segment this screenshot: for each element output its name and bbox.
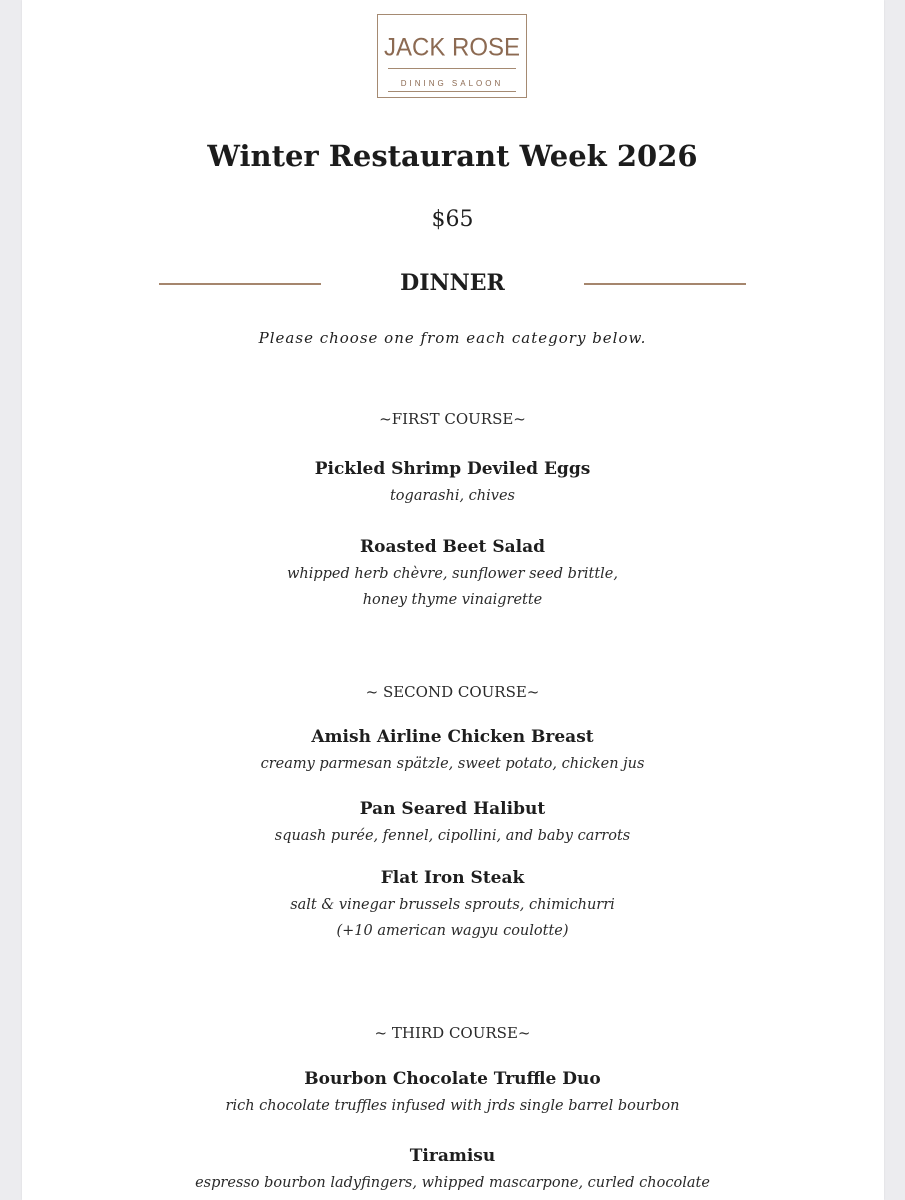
dish-description: squash purée, fennel, cipollini, and baby carrots — [274, 828, 631, 844]
dish-description: creamy parmesan spätzle, sweet potato, chicken jus — [260, 756, 645, 772]
instructions-text: Please choose one from each category below. — [258, 329, 647, 347]
dish-name: Pan Seared Halibut — [359, 799, 546, 819]
dish-description: honey thyme vinaigrette — [362, 592, 543, 608]
dish-name: Bourbon Chocolate Truffle Duo — [304, 1069, 601, 1089]
logo-name: JACK ROSE — [383, 33, 521, 62]
logo-rule-bottom — [388, 91, 516, 92]
restaurant-logo — [377, 14, 527, 98]
menu-price: $65 — [431, 207, 474, 232]
dish-description: whipped herb chèvre, sunflower seed brittle, — [286, 566, 618, 582]
course-heading-third: ~ THIRD COURSE~ — [374, 1024, 531, 1042]
course-heading-second: ~ SECOND COURSE~ — [365, 683, 540, 701]
dish-description: (+10 american wagyu coulotte) — [336, 923, 569, 939]
course-heading-first: ~FIRST COURSE~ — [379, 410, 526, 428]
menu-title: Winter Restaurant Week 2026 — [207, 139, 698, 173]
dish-name: Tiramisu — [409, 1146, 496, 1166]
logo-subtitle: DINING SALOON — [400, 79, 504, 88]
meal-heading: DINNER — [400, 270, 505, 296]
dish-name: Roasted Beet Salad — [360, 537, 545, 557]
dish-name: Pickled Shrimp Deviled Eggs — [314, 459, 591, 479]
dish-name: Flat Iron Steak — [380, 868, 525, 888]
logo-rule-top — [388, 68, 516, 69]
divider-right — [584, 283, 746, 285]
dish-description: salt & vinegar brussels sprouts, chimichurri — [290, 897, 615, 913]
dish-description: rich chocolate truffles infused with jrds single barrel bourbon — [225, 1098, 680, 1114]
dish-description: togarashi, chives — [389, 488, 515, 504]
dish-name: Amish Airline Chicken Breast — [311, 727, 594, 747]
dish-description: espresso bourbon ladyfingers, whipped mascarpone, curled chocolate — [195, 1175, 710, 1191]
